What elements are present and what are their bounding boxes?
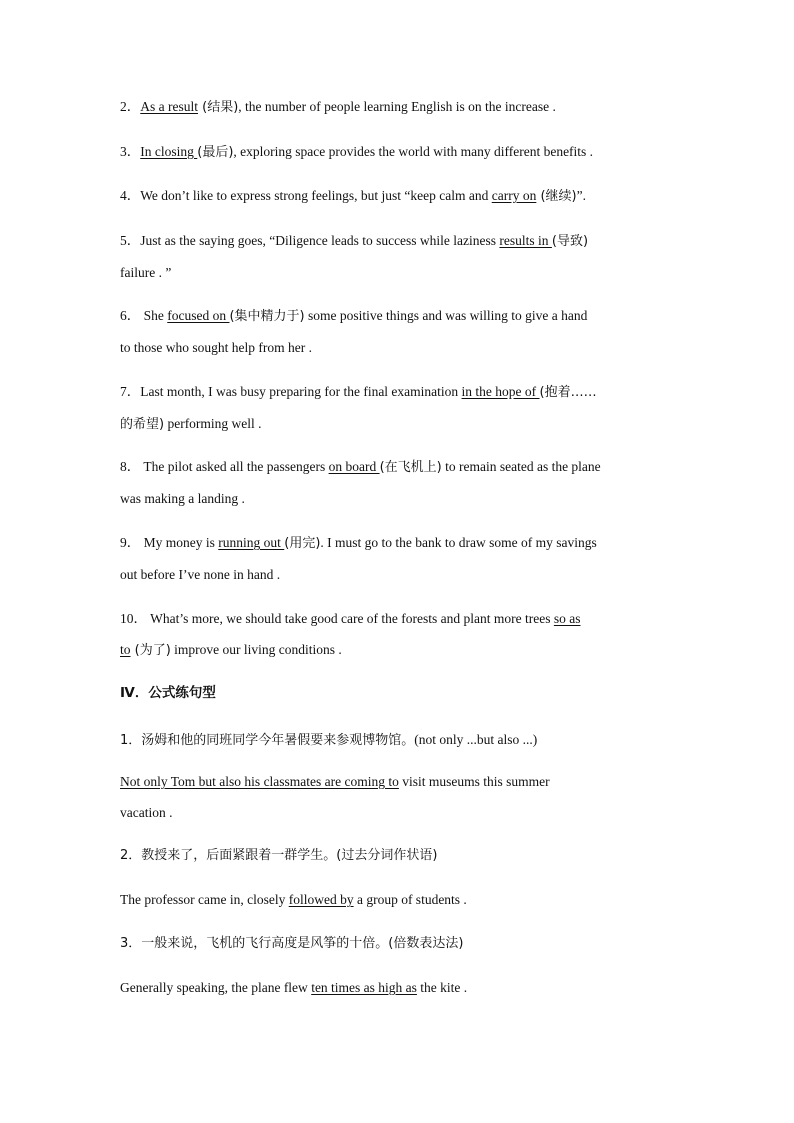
sentence-answer-3: [120, 972, 690, 1003]
chinese-hint: (在飞机上): [379, 460, 442, 475]
item-text: , exploring space provides the world with many different benefits .: [233, 144, 594, 159]
answer-underlined: Not only Tom but also his classmates are coming to: [120, 774, 399, 789]
answer-underlined: In closing: [140, 144, 198, 159]
answer-text: Generally speaking, the plane flew: [120, 980, 312, 995]
item-line-2: was making a landing .: [120, 491, 245, 506]
question-text: 3．一般来说，飞机的飞行高度是风筝的十倍。: [120, 936, 389, 951]
answer-text: The professor came in, closely: [120, 892, 289, 907]
exercise-item-9: [120, 527, 690, 590]
sentence-question-1: [120, 724, 690, 756]
item-text-end: . I must go to the bank to draw some of my savings: [320, 535, 597, 550]
item-line-2: performing well .: [164, 416, 262, 431]
chinese-hint: (为了): [130, 643, 171, 658]
chinese-hint: (抱着……: [539, 385, 597, 400]
item-number: 5．: [120, 233, 141, 248]
exercise-item-5: [120, 225, 690, 288]
item-text: We don’t like to express strong feelings, but just “keep calm and: [140, 188, 492, 203]
item-number: 9．: [120, 535, 141, 550]
exercise-item-3: [120, 136, 690, 168]
sentence-answer-2: [120, 884, 690, 915]
sentence-answer-1: [120, 766, 690, 828]
chinese-hint: (导致): [551, 234, 589, 249]
answer-text-end: a group of students .: [353, 892, 467, 907]
exercise-item-2: [120, 91, 690, 123]
item-line-2: out before I’ve none in hand .: [120, 567, 281, 582]
item-line-2: failure . ”: [120, 265, 172, 280]
item-number: 10．: [120, 611, 147, 626]
item-number: 6．: [120, 308, 141, 323]
question-hint: (not only ...but also ...): [414, 732, 538, 747]
item-number: 3．: [120, 144, 141, 159]
item-number: 7．: [120, 384, 141, 399]
answer-underlined-cont: to: [120, 642, 131, 657]
answer-underlined: ten times as high as: [311, 980, 417, 995]
item-text: What’s more, we should take good care of the forests and plant more trees: [147, 611, 554, 626]
chinese-hint: (继续): [536, 189, 577, 204]
chinese-hint: (结果): [198, 100, 239, 115]
answer-text-end: the kite .: [416, 980, 468, 995]
item-text-end: ”.: [576, 188, 586, 203]
answer-underlined: results in: [499, 233, 552, 248]
item-line-2: to those who sought help from her .: [120, 340, 312, 355]
item-text: Just as the saying goes, “Diligence leads to success while laziness: [140, 233, 500, 248]
item-text-end: some positive things and was willing to give a hand: [304, 308, 588, 323]
answer-underlined: in the hope of: [461, 384, 540, 399]
question-text: 2．教授来了，后面紧跟着一群学生。: [120, 848, 337, 863]
answer-underlined: running out: [218, 535, 285, 550]
item-text-end: to remain seated as the plane: [441, 459, 601, 474]
exercise-item-7: [120, 376, 690, 440]
exercise-item-10: [120, 603, 690, 666]
chinese-hint: (用完): [284, 536, 321, 551]
question-hint: (倍数表达法): [388, 936, 464, 951]
answer-underlined: followed by: [288, 892, 354, 907]
item-number: 8．: [120, 459, 141, 474]
answer-underlined: on board: [328, 459, 380, 474]
item-text: My money is: [140, 535, 219, 550]
question-text: 1．汤姆和他的同班同学今年暑假要来参观博物馆。: [120, 733, 415, 748]
item-text: The pilot asked all the passengers: [140, 459, 329, 474]
answer-underlined: so as: [553, 611, 581, 626]
sentence-question-2: [120, 839, 690, 871]
answer-underlined: carry on: [491, 188, 537, 203]
section-heading: Ⅳ．公式练句型: [120, 685, 216, 701]
question-hint: (过去分词作状语): [336, 848, 438, 863]
item-line-2: improve our living conditions .: [170, 642, 342, 657]
item-text: She: [140, 308, 168, 323]
exercise-item-8: [120, 451, 690, 514]
item-text: Last month, I was busy preparing for the final examination: [140, 384, 462, 399]
item-number: 2．: [120, 99, 141, 114]
exercise-item-6: [120, 300, 690, 363]
sentence-question-3: [120, 927, 690, 959]
item-text: , the number of people learning English is on the increase .: [238, 99, 556, 114]
chinese-hint: (集中精力于): [229, 309, 305, 324]
answer-underlined: focused on: [167, 308, 230, 323]
answer-text: visit museums this summer: [398, 774, 550, 789]
answer-underlined: As a result: [140, 99, 198, 114]
chinese-hint: (最后): [197, 145, 234, 160]
answer-line-2: vacation .: [120, 805, 173, 820]
chinese-hint-cont: 的希望): [120, 417, 165, 432]
exercise-item-4: [120, 180, 690, 212]
item-number: 4．: [120, 188, 141, 203]
